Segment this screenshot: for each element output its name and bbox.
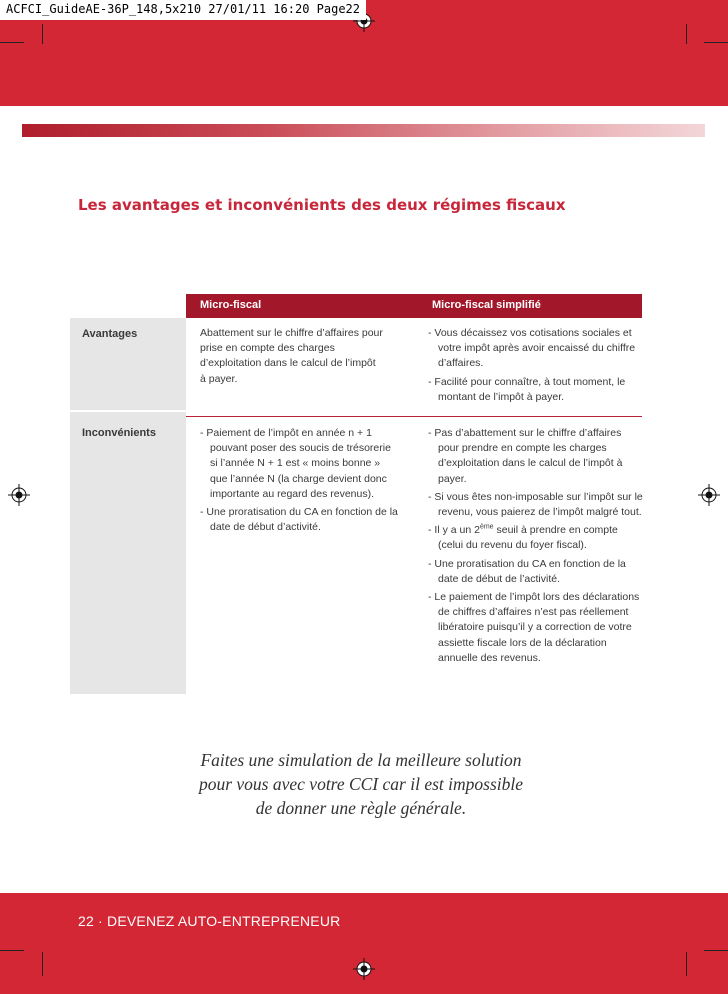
registration-mark-icon [8,484,30,506]
row-divider [186,416,642,417]
crop-mark [42,952,43,976]
text-fragment: seuil à prendre en compte (celui du revenu du foyer fiscal). [438,524,618,552]
column-header-micro-fiscal-simplifie: Micro-fiscal simplifié [432,299,541,311]
crop-mark [0,42,24,43]
cell-inconvenients-micro-fiscal-simplifie [428,426,644,669]
crop-mark [686,24,687,44]
row-label-inconvenients: Inconvénients [82,427,156,439]
crop-mark [704,42,728,43]
text-line: Abattement sur le chiffre d’affaires pour [200,327,383,339]
crop-mark [42,24,43,44]
text-fragment: Il y a un 2 [434,524,480,537]
row-label-avantages: Avantages [82,328,138,340]
list-item: - Le paiement de l’impôt lors des déclarations de chiffres d’affaires n’est pas réellement libératoire puisqu’il y a correction de votre assiette fiscale lors de la déclaration annuelle des revenus. [428,590,644,666]
cell-avantages-micro-fiscal [200,326,400,387]
list-item: - Pas d’abattement sur le chiffre d’affaires pour prendre en compte les charges d’exploitation dans le calcul de l’impôt à payer. [428,426,644,487]
list-item [428,523,644,553]
text-line: à payer. [200,372,238,385]
row-label-cell-inconvenients [70,412,186,694]
crop-mark [0,950,24,951]
crop-mark [704,950,728,951]
print-slug: ACFCI_GuideAE-36P_148,5x210 27/01/11 16:20 Page22 [0,0,366,20]
decorative-gradient-bar [22,124,705,137]
list-item: - Paiement de l’impôt en année n + 1 pouvant poser des soucis de trésorerie si l’année N + 1 est « moins bonne » que l’année N (la charge devient donc importante au regard des revenus). [200,426,400,502]
column-header-micro-fiscal: Micro-fiscal [200,299,262,311]
list-item: - Vous décaissez vos cotisations sociales et votre impôt après avoir encaissé du chiffre d’affaires. [428,326,644,372]
crop-mark [686,952,687,976]
cell-inconvenients-micro-fiscal [200,426,400,538]
quote-line: Faites une simulation de la meilleure solution [200,750,522,770]
advice-quote [196,748,526,820]
registration-mark-icon [353,958,375,980]
quote-line: pour vous avec votre CCI car il est impossible [198,774,524,794]
page-footer: 22 · DEVENEZ AUTO-ENTREPRENEUR [78,913,341,929]
text-line: d’exploitation dans le calcul de l’impôt [200,357,376,370]
list-item: - Une proratisation du CA en fonction de la date de début de l’activité. [428,557,644,587]
superscript: ème [479,523,494,531]
text-line: prise en compte des charges [200,342,335,355]
page-title: Les avantages et inconvénients des deux régimes fiscaux [78,196,566,214]
registration-mark-icon [698,484,720,506]
list-item: - Une proratisation du CA en fonction de la date de début d’activité. [200,505,400,535]
list-item: - Facilité pour connaître, à tout moment, le montant de l’impôt à payer. [428,375,644,405]
cell-avantages-micro-fiscal-simplifie [428,326,644,408]
table-header [186,294,642,318]
quote-line: de donner une règle générale. [255,798,467,818]
list-item: - Si vous êtes non-imposable sur l’impôt sur le revenu, vous paierez de l’impôt malgré tout. [428,490,644,520]
